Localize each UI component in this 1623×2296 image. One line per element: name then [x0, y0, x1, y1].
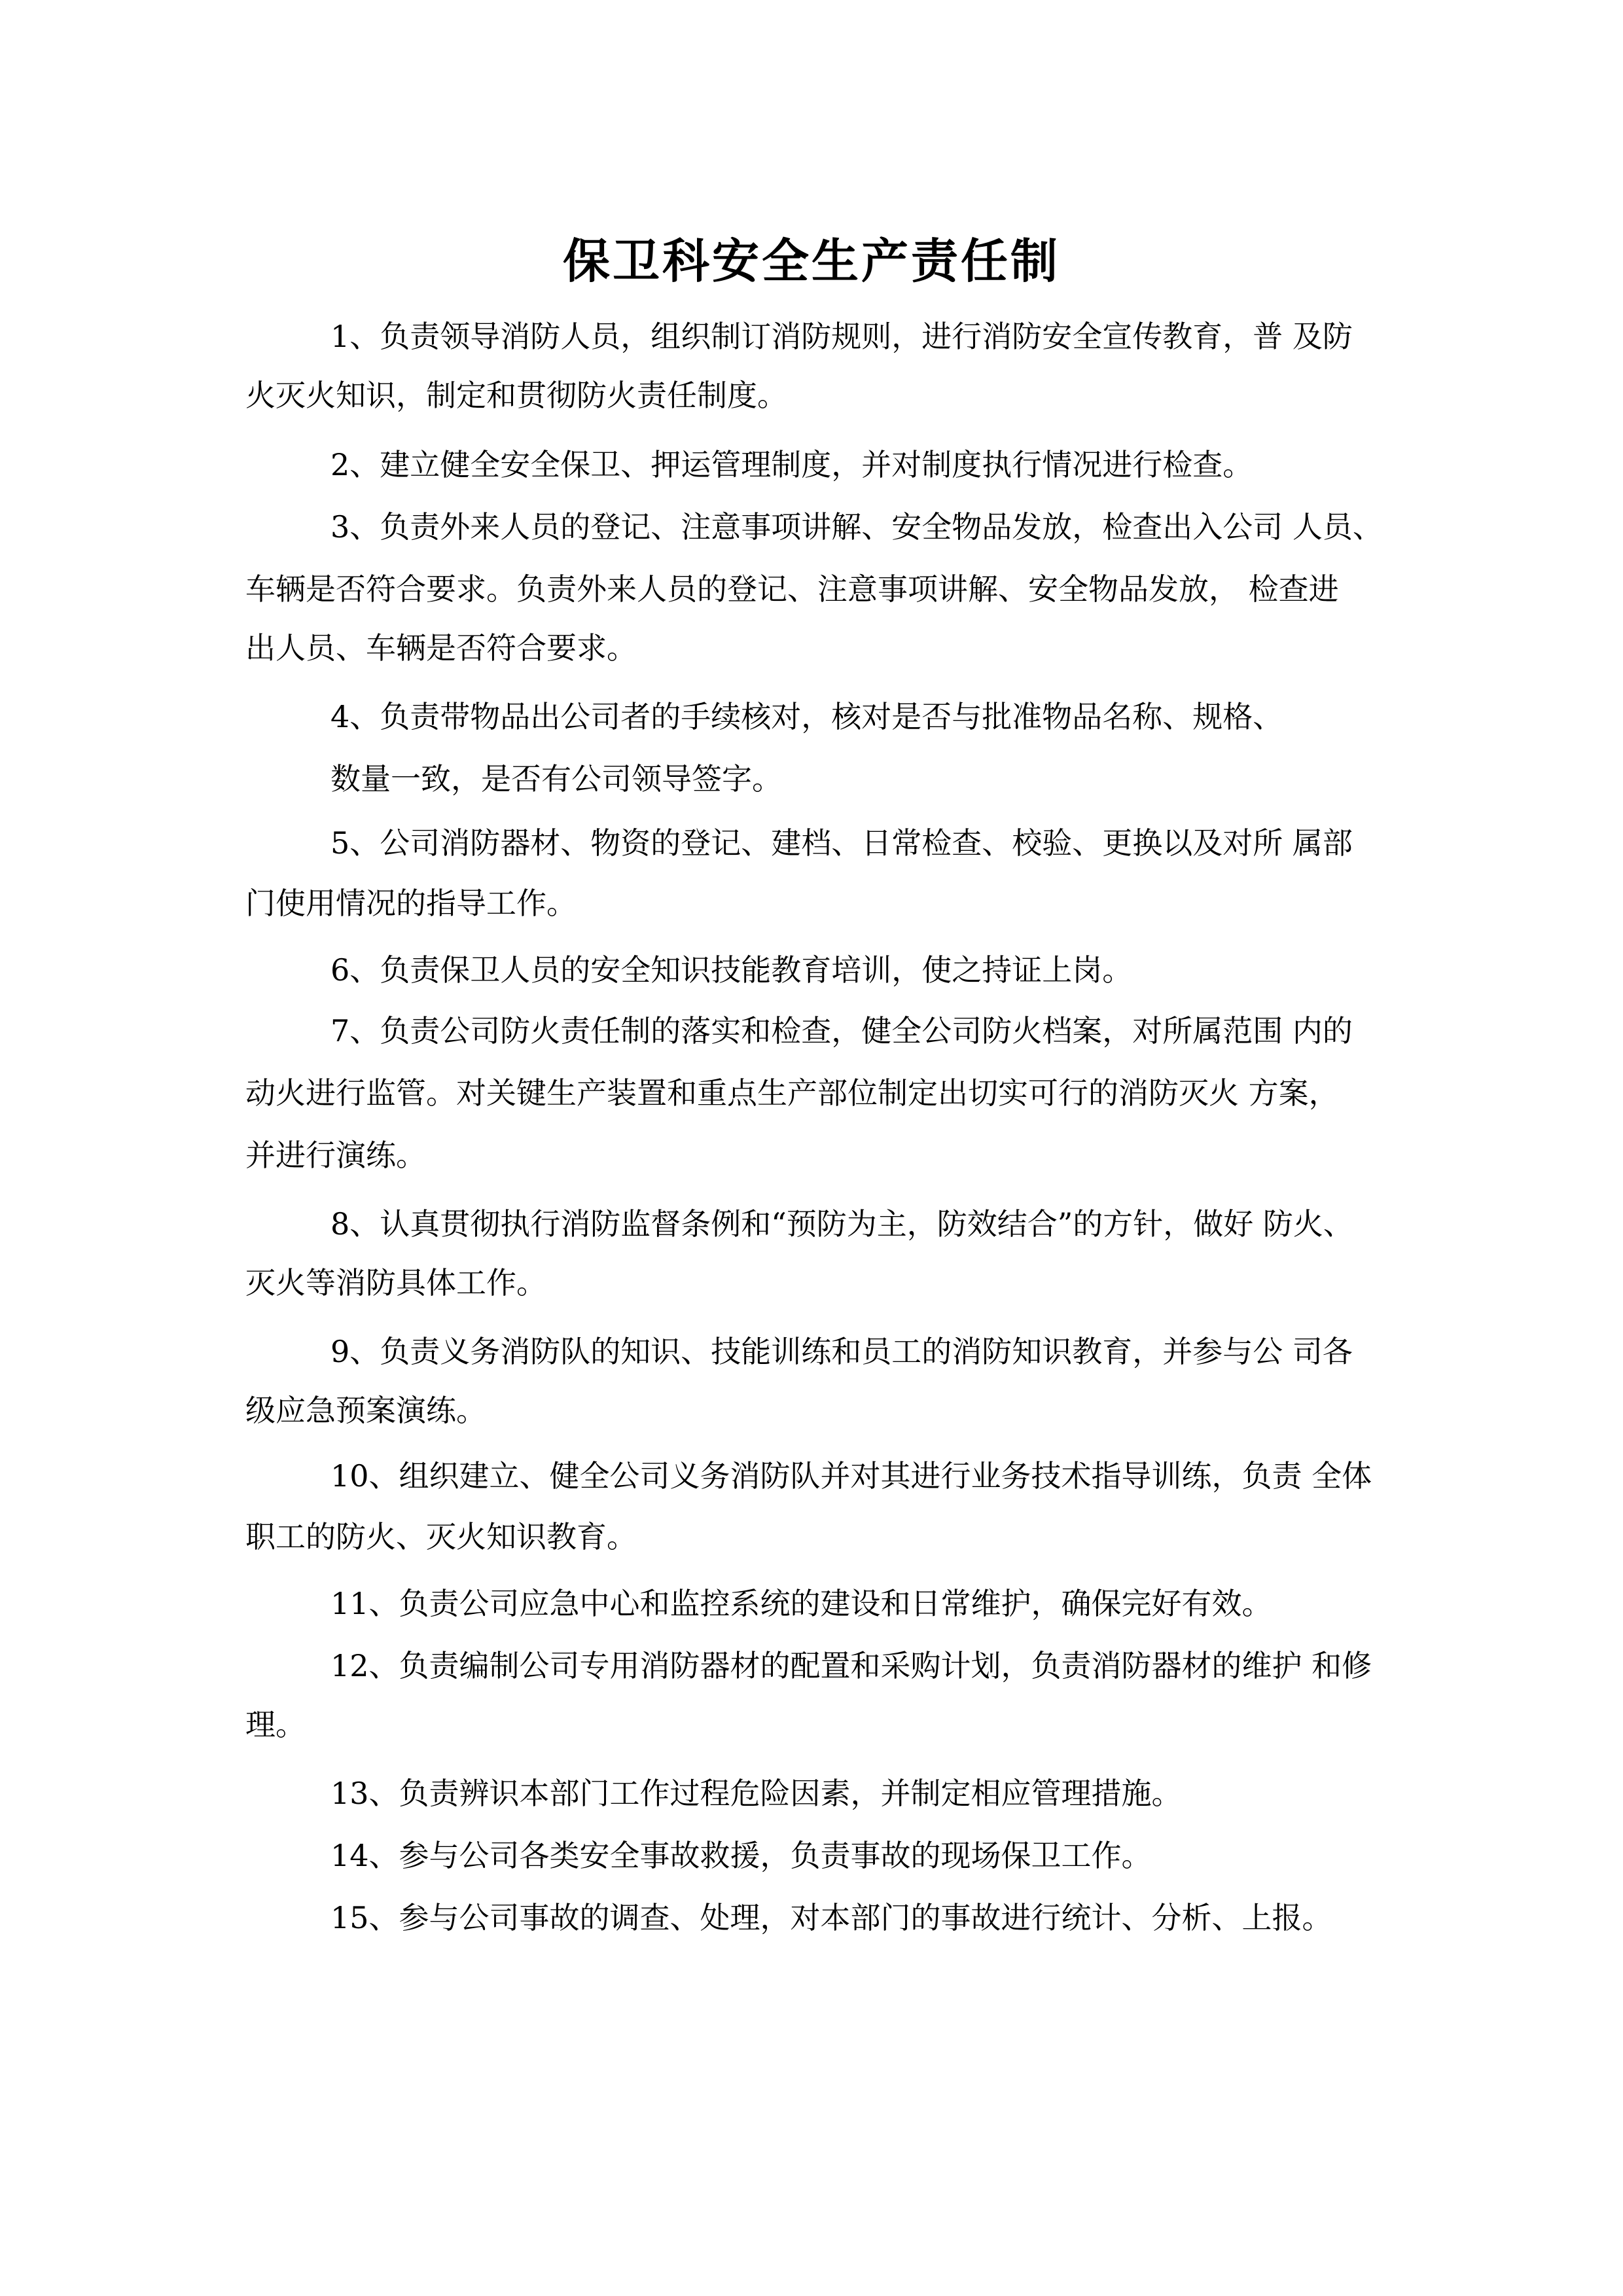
- paragraph-line: 灭火等消防具体工作。: [245, 1265, 546, 1300]
- paragraph-line: 3、负责外来人员的登记、注意事项讲解、安全物品发放，检查出入公司 人员、: [330, 509, 1383, 545]
- paragraph-line: 出人员、车辆是否符合要求。: [245, 630, 637, 666]
- paragraph-line: 1、负责领导消防人员，组织制订消防规则，进行消防安全宣传教育，普 及防: [330, 319, 1353, 354]
- paragraph-line: 15、参与公司事故的调查、处理，对本部门的事故进行统计、分析、上报。: [330, 1900, 1332, 1935]
- paragraph-line: 11、负责公司应急中心和监控系统的建设和日常维护，确保完好有效。: [330, 1586, 1272, 1621]
- paragraph-line: 6、负责保卫人员的安全知识技能教育培训，使之持证上岗。: [330, 952, 1133, 988]
- paragraph-line: 9、负责义务消防队的知识、技能训练和员工的消防知识教育，并参与公 司各: [330, 1334, 1353, 1369]
- paragraph-line: 10、组织建立、健全公司义务消防队并对其进行业务技术指导训练，负责 全体: [330, 1458, 1372, 1494]
- paragraph-line: 级应急预案演练。: [245, 1393, 486, 1428]
- paragraph-line: 动火进行监管。对关键生产装置和重点生产部位制定出切实可行的消防灭火 方案，: [245, 1075, 1339, 1111]
- paragraph-line: 理。: [245, 1707, 306, 1742]
- paragraph-line: 12、负责编制公司专用消防器材的配置和采购计划，负责消防器材的维护 和修: [330, 1648, 1372, 1683]
- paragraph-line: 火灭火知识，制定和贯彻防火责任制度。: [245, 378, 787, 413]
- paragraph-line: 数量一致，是否有公司领导签字。: [330, 761, 782, 797]
- paragraph-line: 职工的防火、灭火知识教育。: [245, 1519, 637, 1554]
- paragraph-line: 8、认真贯彻执行消防监督条例和“预防为主，防效结合”的方针，做好 防火、: [330, 1206, 1353, 1242]
- document-title: 保卫科安全生产责任制: [562, 233, 1060, 289]
- paragraph-line: 14、参与公司各类安全事故救援，负责事故的现场保卫工作。: [330, 1838, 1152, 1873]
- paragraph-line: 7、负责公司防火责任制的落实和检查，健全公司防火档案，对所属范围 内的: [330, 1013, 1353, 1049]
- paragraph-line: 4、负责带物品出公司者的手续核对，核对是否与批准物品名称、规格、: [330, 699, 1283, 734]
- paragraph-line: 5、公司消防器材、物资的登记、建档、日常检查、校验、更换以及对所 属部: [330, 825, 1353, 861]
- paragraph-line: 并进行演练。: [245, 1138, 426, 1173]
- paragraph-line: 门使用情况的指导工作。: [245, 886, 577, 921]
- paragraph-line: 车辆是否符合要求。负责外来人员的登记、注意事项讲解、安全物品发放， 检查进: [245, 571, 1339, 607]
- paragraph-line: 2、建立健全安全保卫、押运管理制度，并对制度执行情况进行检查。: [330, 447, 1253, 482]
- paragraph-line: 13、负责辨识本部门工作过程危险因素，并制定相应管理措施。: [330, 1776, 1182, 1811]
